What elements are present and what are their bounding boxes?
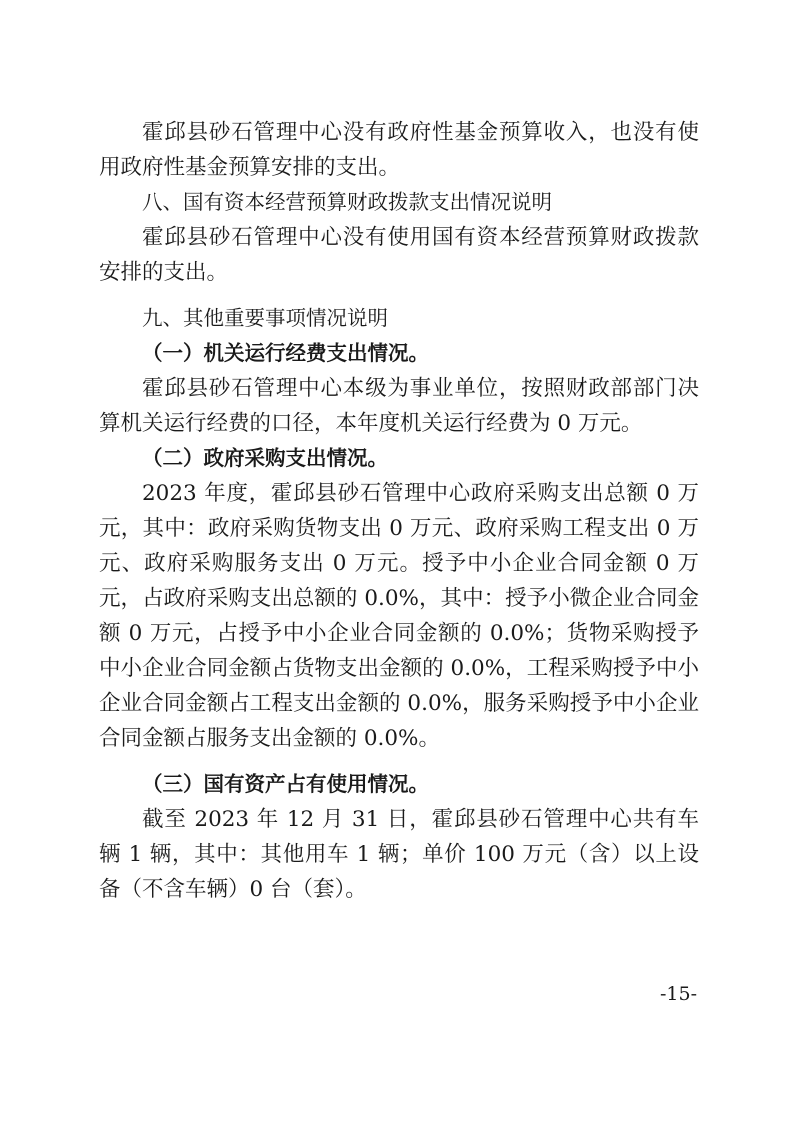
paragraph-state-assets: 截至 2023 年 12 月 31 日，霍邱县砂石管理中心共有车辆 1 辆，其中：其他用车 1 辆；单价 100 万元（含）以上设备（不含车辆）0 台（套）。	[99, 807, 699, 902]
spacer	[99, 756, 699, 767]
paragraph-procurement: 2023 年度，霍邱县砂石管理中心政府采购支出总额 0 万元，其中：政府采购货物支出 0 万元、政府采购工程支出 0 万元、政府采购服务支出 0 万元。授予中小企业合同金额 0 万元，占政府采购支出总额的 0.0%，其中：授予小微企业合同金额 0 万元，占授予中小企业合同金额的 0.0%；货物采购授予中小企业合同金额占货物支出金额的 0.0%，工程采购授予中小企业合同金额占工程支出金额的 0.0%，服务采购授予中小企业合同金额占服务支出金额的 0.0%。	[99, 481, 699, 751]
paragraph-state-capital: 霍邱县砂石管理中心没有使用国有资本经营预算财政拨款安排的支出。	[99, 225, 699, 285]
section-heading-8: 八、国有资本经营预算财政拨款支出情况说明	[142, 190, 552, 214]
page-body	[99, 115, 699, 907]
page-number: -15-	[659, 983, 697, 1005]
subheading-procurement: （二）政府采购支出情况。	[142, 446, 388, 470]
spacer	[99, 290, 699, 301]
subheading-state-assets: （三）国有资产占有使用情况。	[142, 772, 429, 796]
section-heading-9: 九、其他重要事项情况说明	[142, 306, 388, 330]
paragraph-operating-expenses: 霍邱县砂石管理中心本级为事业单位，按照财政部部门决算机关运行经费的口径，本年度机关运行经费为 0 万元。	[99, 376, 699, 436]
subheading-operating-expenses: （一）机关运行经费支出情况。	[142, 341, 429, 365]
paragraph-government-fund: 霍邱县砂石管理中心没有政府性基金预算收入，也没有使用政府性基金预算安排的支出。	[99, 120, 699, 180]
